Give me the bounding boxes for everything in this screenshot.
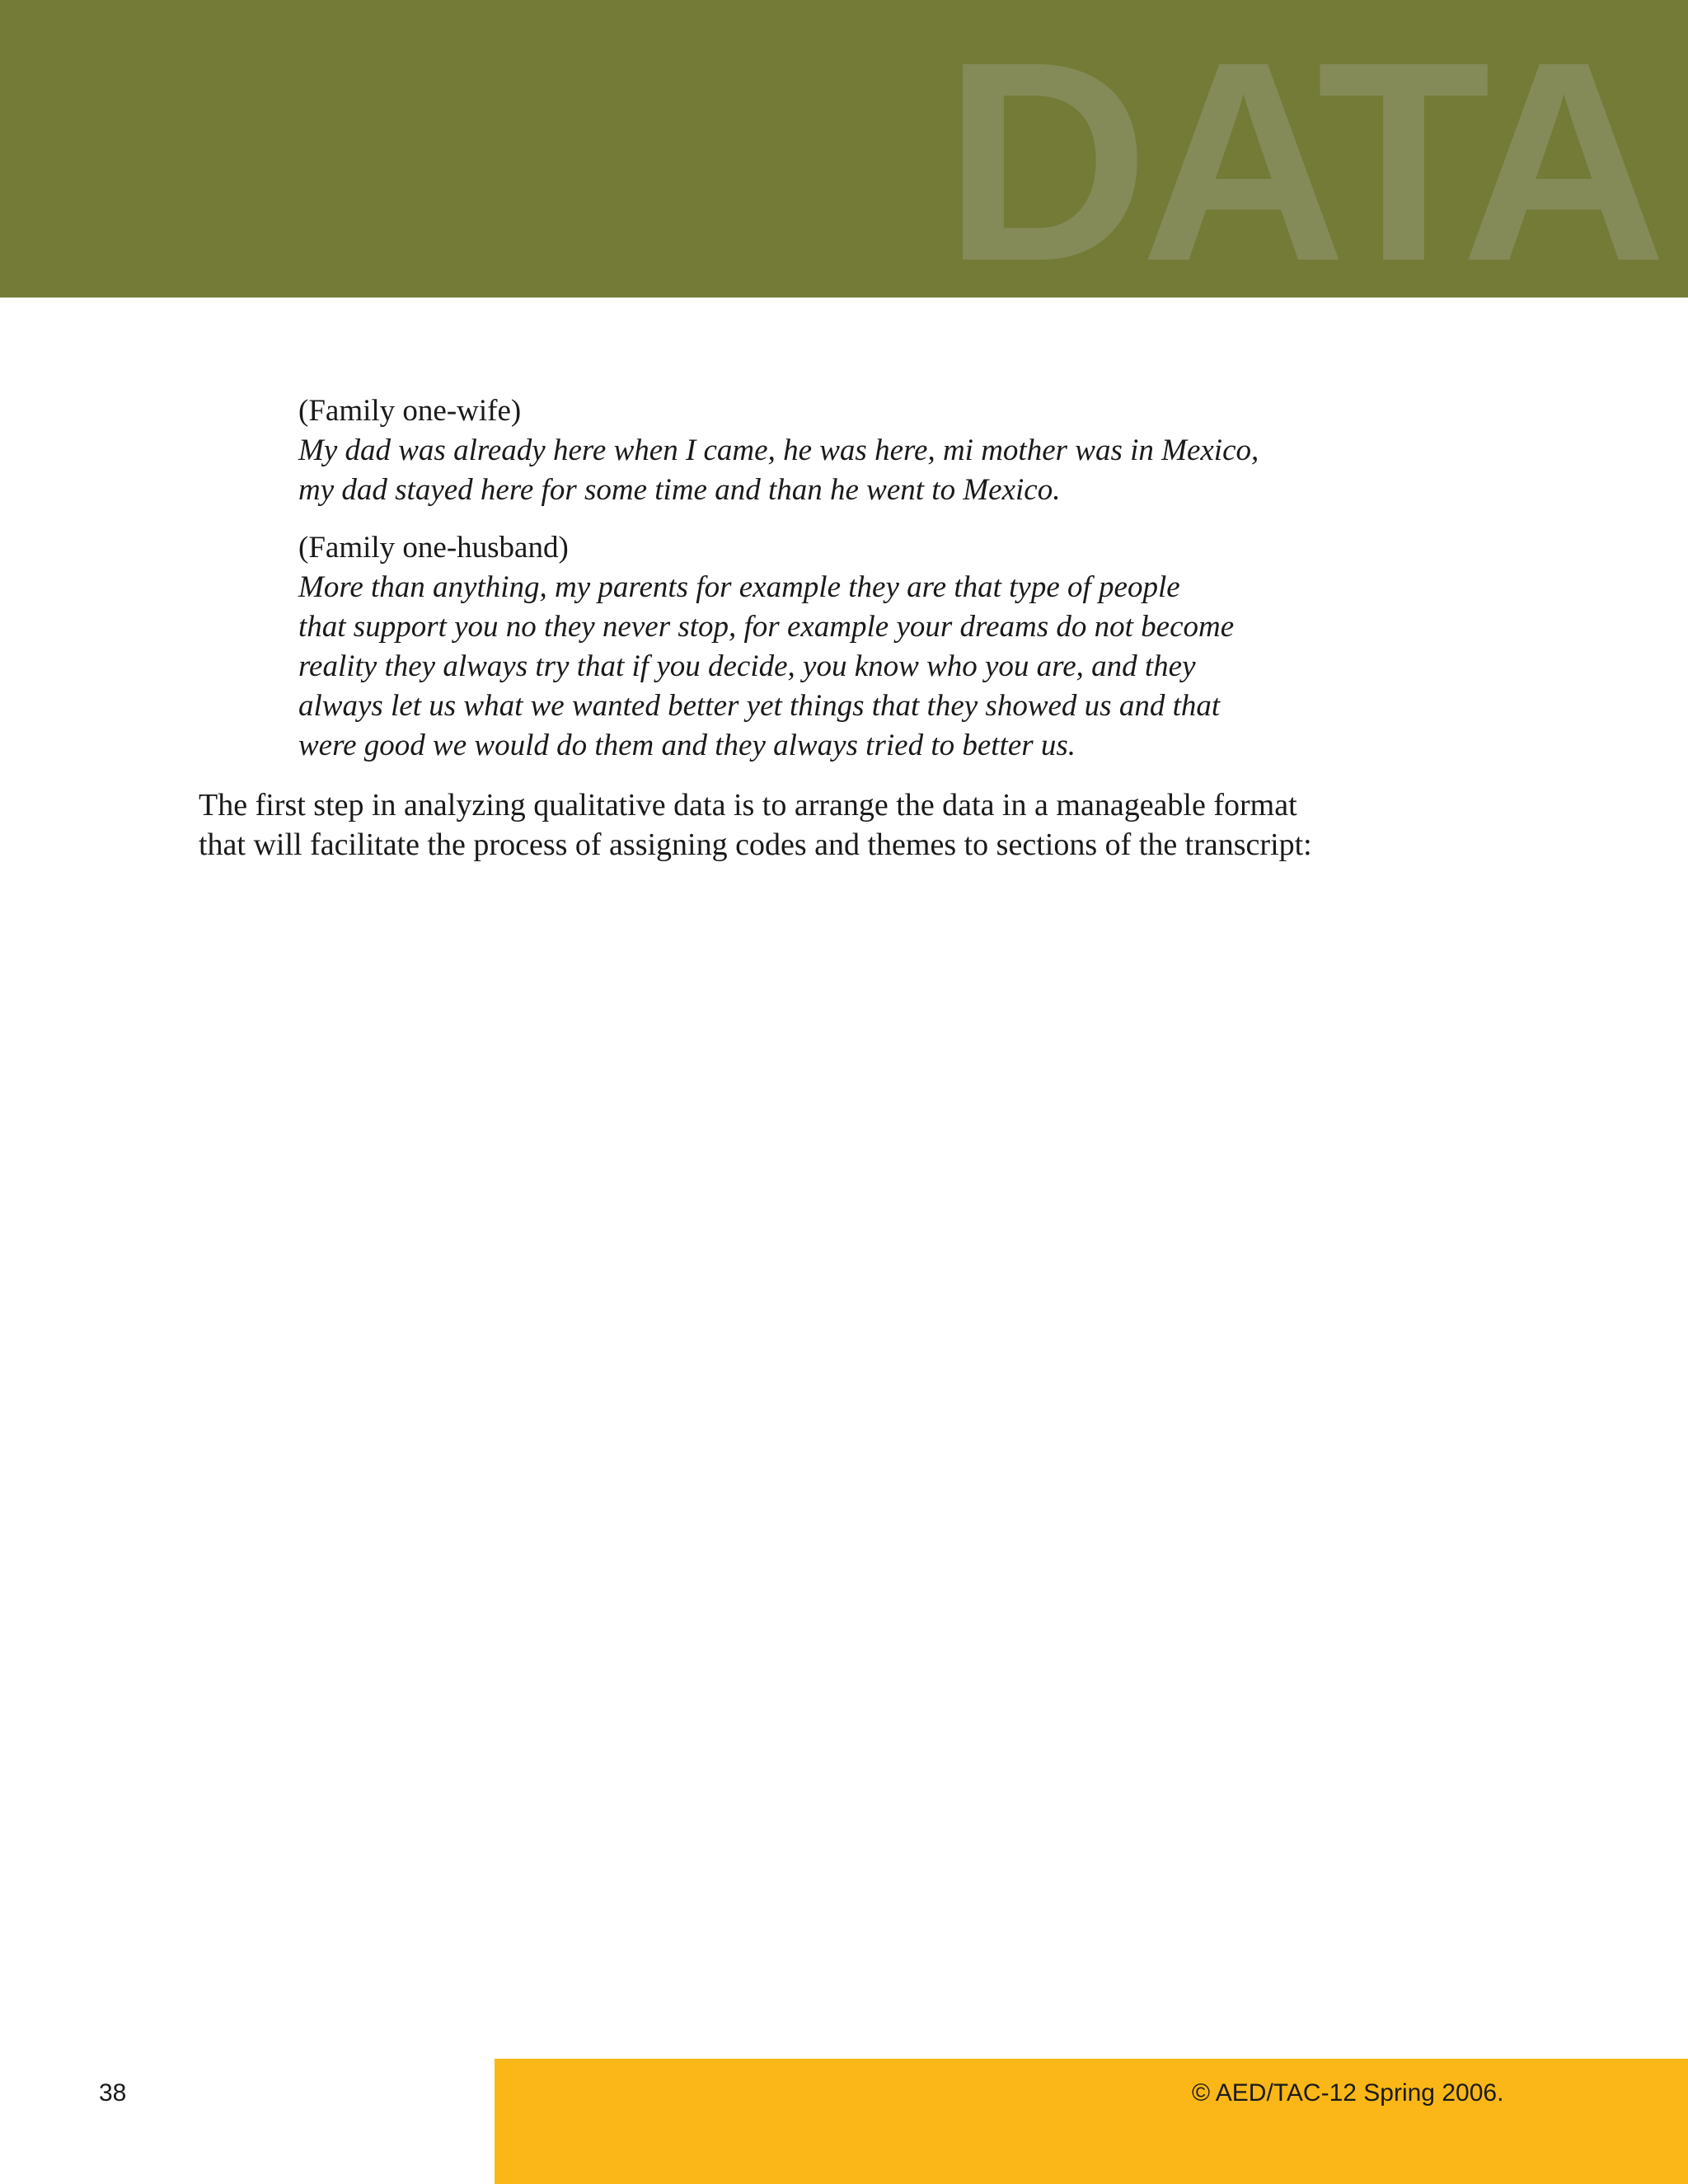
quote-block-family-one-wife bbox=[298, 391, 1370, 510]
quote-line: My dad was already here when I came, he was here, mi mother was in Mexico, bbox=[298, 434, 1259, 467]
quote-speaker-label: (Family one-husband) bbox=[298, 531, 569, 565]
quote-text bbox=[298, 568, 1370, 766]
quote-line: always let us what we wanted better yet things that they showed us and that bbox=[298, 689, 1221, 723]
copyright-notice: © AED/TAC-12 Spring 2006. bbox=[1192, 2079, 1504, 2107]
quote-line: my dad stayed here for some time and than he went to Mexico. bbox=[298, 473, 1061, 507]
page-number: 38 bbox=[99, 2079, 127, 2107]
header-watermark: DATA bbox=[944, 3, 1658, 298]
quote-text bbox=[298, 431, 1370, 510]
body-line: The first step in analyzing qualitative data is to arrange the data in a manageable format bbox=[199, 788, 1297, 823]
quote-line: reality they always try that if you decide, you know who you are, and they bbox=[298, 649, 1196, 683]
body-line: that will facilitate the process of assigning codes and themes to sections of the transcript: bbox=[199, 827, 1312, 862]
quote-line: More than anything, my parents for example they are that type of people bbox=[298, 570, 1180, 604]
body-paragraph bbox=[199, 785, 1484, 865]
footer-bar bbox=[495, 2059, 1688, 2184]
quote-line: were good we would do them and they always tried to better us. bbox=[298, 729, 1076, 762]
quote-line: that support you no they never stop, for example your dreams do not become bbox=[298, 610, 1235, 644]
quote-block-family-one-husband bbox=[298, 528, 1370, 766]
quote-speaker-label: (Family one-wife) bbox=[298, 394, 522, 428]
header-band bbox=[0, 0, 1688, 298]
